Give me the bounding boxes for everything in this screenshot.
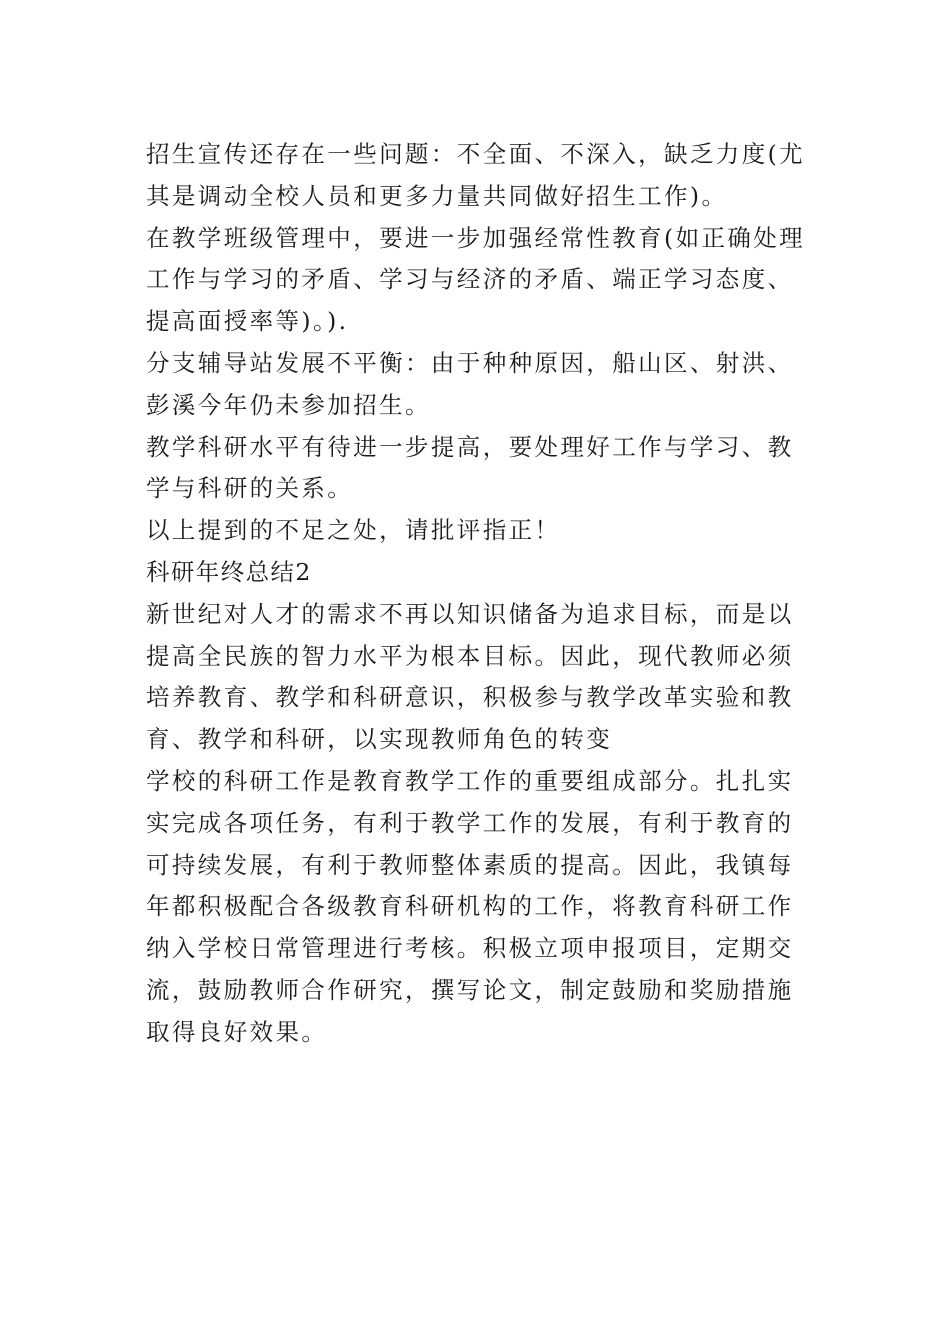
text-line: 流，鼓励教师合作研究，撰写论文，制定鼓励和奖励措施 (146, 975, 794, 1004)
text-line: 彭溪今年仍未参加招生。 (146, 390, 431, 419)
text-line: 分支辅导站发展不平衡：由于种种原因，船山区、射洪、 (146, 348, 794, 377)
text-line: 其是调动全校人员和更多力量共同做好招生工作)。 (146, 181, 728, 210)
text-line: 在教学班级管理中，要进一步加强经常性教育(如正确处理 (146, 223, 806, 252)
text-line: 培养教育、教学和科研意识，积极参与教学改革实验和教 (146, 683, 794, 712)
section-heading: 科研年终总结2 (146, 557, 312, 586)
text-line: 育、教学和科研，以实现教师角色的转变 (146, 725, 613, 754)
text-line: 学校的科研工作是教育教学工作的重要组成部分。扎扎实 (146, 766, 794, 795)
text-line: 招生宣传还存在一些问题：不全面、不深入，缺乏力度(尤 (146, 140, 806, 168)
text-line: 可持续发展，有利于教师整体素质的提高。因此，我镇每 (146, 850, 794, 879)
text-line: 纳入学校日常管理进行考核。积极立项申报项目，定期交 (146, 934, 794, 963)
text-line: 新世纪对人才的需求不再以知识储备为追求目标，而是以 (146, 599, 794, 628)
text-line: 实完成各项任务，有利于教学工作的发展，有利于教育的 (146, 808, 794, 837)
document-body (146, 134, 810, 1054)
text-line: 学与科研的关系。 (146, 474, 354, 503)
text-line: 教学科研水平有待进一步提高，要处理好工作与学习、教 (146, 432, 794, 461)
text-line: 取得良好效果。 (146, 1017, 328, 1046)
text-line: 提高面授率等)。). (146, 307, 349, 336)
text-line: 年都积极配合各级教育科研机构的工作，将教育科研工作 (146, 892, 794, 921)
text-line: 以上提到的不足之处，请批评指正！ (146, 516, 561, 545)
text-line: 提高全民族的智力水平为根本目标。因此，现代教师必须 (146, 641, 794, 670)
text-line: 工作与学习的矛盾、学习与经济的矛盾、端正学习态度、 (146, 265, 794, 294)
